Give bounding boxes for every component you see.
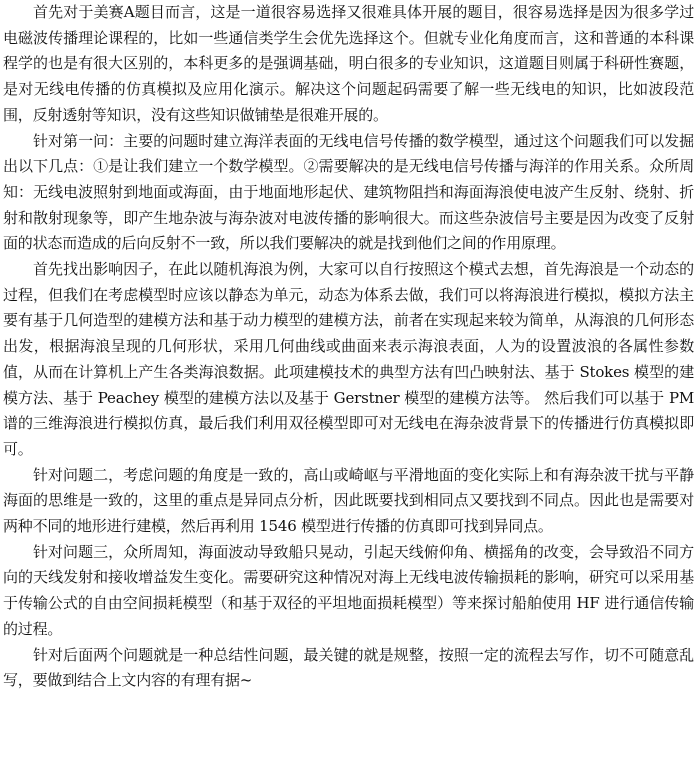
- paragraph-question-2: 针对问题二，考虑问题的角度是一致的，高山或崎岖与平滑地面的变化实际上和有海杂波干扰与平静海面的思维是一致的，这里的重点是异同点分析，因此既要找到相同点又要找到不同点。因此也是需要对两种不同的地形进行建模，然后再利用 1546 模型进行传播的仿真即可找到异同点。: [3, 465, 694, 536]
- paragraph-summary: 针对后面两个问题就是一种总结性问题，最关键的就是规整，按照一定的流程去写作，切不可随意乱写，要做到结合上文内容的有理有据~: [3, 645, 694, 690]
- paragraph-wave-modeling: 首先找出影响因子，在此以随机海浪为例，大家可以自行按照这个模式去想，首先海浪是一个动态的过程，但我们在考虑模型时应该以静态为单元，动态为体系去做，我们可以将海浪进行模拟，模拟方法主要有基于几何造型的建模方法和基于动力模型的建模方法，前者在实现起来较为简单，从海浪的几何形态出发，根据海浪呈现的几何形状，采用几何曲线或曲面来表示海浪表面，人为的设置波浪的各属性参数值，从而在计算机上产生各类海浪数据。此项建模技术的典型方法有凹凸映射法、基于 Stokes 模型的建模方法、基于 Peachey 模型的建模方法以及基于 Gerstner 模型的建模方法等。 然后我们可以基于 PM 谱的三维海浪进行模拟仿真，最后我们利用双径模型即可对无线电在海杂波背景下的传播进行仿真模拟即可。: [3, 260, 694, 458]
- paragraph-intro: 首先对于美赛A题目而言，这是一道很容易选择又很难具体开展的题目，很容易选择是因为很多学过电磁波传播理论课程的，比如一些通信类学生会优先选择这个。但就专业化角度而言，这和普通的本科课程学的也是有很大区别的，本科更多的是强调基础，明白很多的专业知识，这道题目则属于科研性赛题，是对无线电传播的仿真模拟及应用化演示。解决这个问题起码需要了解一些无线电的知识，比如波段范围，反射透射等知识，没有这些知识做铺垫是很难开展的。: [3, 3, 694, 124]
- paragraph-question-1: 针对第一问：主要的问题时建立海洋表面的无线电信号传播的数学模型，通过这个问题我们可以发掘出以下几点：①是让我们建立一个数学模型。②需要解决的是无线电信号传播与海洋的作用关系。众所周知：无线电波照射到地面或海面，由于地面地形起伏、建筑物阻挡和海面海浪使电波产生反射、绕射、折射和散射现象等，即产生地杂波与海杂波对电波传播的影响很大。而这些杂波信号主要是因为改变了反射面的状态而造成的后向反射不一致，所以我们要解决的就是找到他们之间的作用原理。: [3, 131, 694, 253]
- paragraph-question-3: 针对问题三，众所周知，海面波动导致船只晃动，引起天线俯仰角、横摇角的改变，会导致沿不同方向的天线发射和接收增益发生变化。需要研究这种情况对海上无线电波传输损耗的影响，研究可以采用基于传输公式的自由空间损耗模型（和基于双径的平坦地面损耗模型）等来探讨船舶使用 HF 进行通信传输的过程。: [3, 542, 694, 638]
- document-body: [3, 0, 694, 694]
